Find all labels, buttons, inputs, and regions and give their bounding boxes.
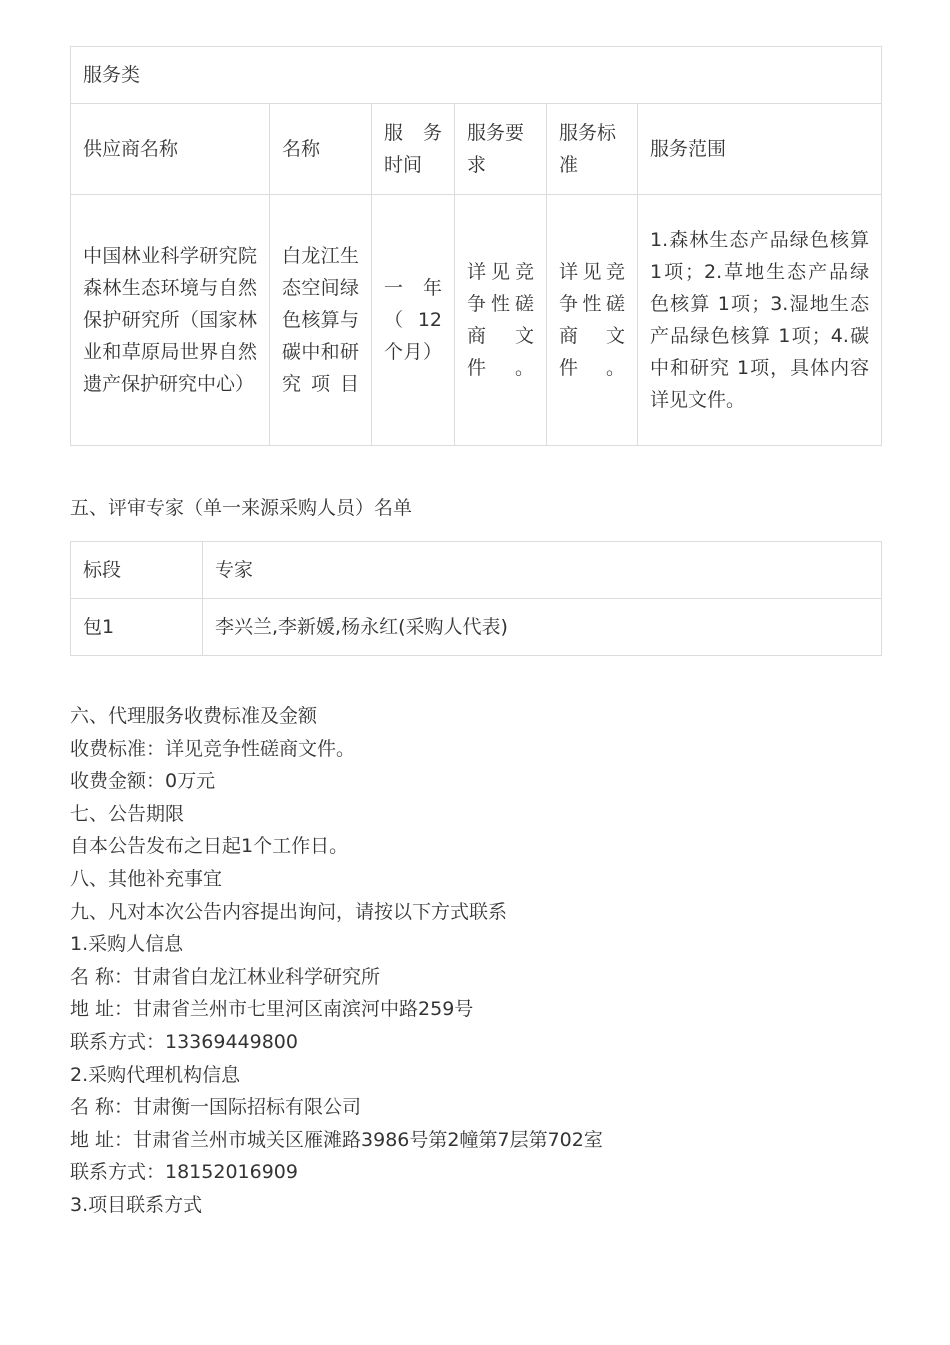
section-6-title: 六、代理服务收费标准及金额 bbox=[70, 705, 318, 727]
service-table bbox=[70, 46, 882, 446]
header-name: 名称 bbox=[270, 104, 372, 195]
cell-project-name: 白龙江生态空间绿色核算与碳中和研究项目 bbox=[270, 195, 372, 446]
agency-contact: 联系方式：18152016909 bbox=[70, 1161, 298, 1184]
purchaser-address: 地 址：甘肃省兰州市七里河区南滨河中路259号 bbox=[70, 998, 474, 1021]
header-time: 服 务 时间 bbox=[372, 104, 455, 195]
agency-info-heading: 2.采购代理机构信息 bbox=[70, 1063, 241, 1086]
section-9-title: 九、凡对本次公告内容提出询问，请按以下方式联系 bbox=[70, 900, 508, 923]
agency-address: 地 址：甘肃省兰州市城关区雁滩路3986号第2幢第7层第702室 bbox=[70, 1128, 603, 1151]
agency-name: 名 称：甘肃衡一国际招标有限公司 bbox=[70, 1096, 362, 1119]
cell-supplier: 中国林业科学研究院森林生态环境与自然保护研究所（国家林业和草原局世界自然遗产保护研究中心） bbox=[71, 195, 270, 446]
notice-body bbox=[70, 700, 881, 1222]
section-8-title: 八、其他补充事宜 bbox=[70, 867, 223, 890]
expert-table bbox=[70, 541, 882, 656]
cell-requirement: 详见竞争性磋商 文件。 bbox=[455, 195, 547, 446]
fee-amount: 收费金额：0万元 bbox=[70, 770, 216, 793]
cell-standard: 详见竞争性磋商 文件。 bbox=[547, 195, 638, 446]
cell-experts: 李兴兰,李新媛,杨永红(采购人代表) bbox=[203, 599, 882, 656]
header-standard: 服务标 准 bbox=[547, 104, 638, 195]
notice-period: 自本公告发布之日起1个工作日。 bbox=[70, 835, 349, 858]
fee-standard: 收费标准：详见竞争性磋商文件。 bbox=[70, 737, 356, 760]
purchaser-contact: 联系方式：13369449800 bbox=[70, 1030, 298, 1053]
purchaser-name: 名 称：甘肃省白龙江林业科学研究所 bbox=[70, 965, 381, 988]
header-scope: 服务范围 bbox=[638, 104, 882, 195]
document-page bbox=[70, 46, 881, 1222]
header-experts: 专家 bbox=[203, 542, 882, 599]
purchaser-info-heading: 1.采购人信息 bbox=[70, 933, 184, 956]
cell-service-time: 一 年（ 12个月） bbox=[372, 195, 455, 446]
header-lot: 标段 bbox=[71, 542, 203, 599]
section-7-title: 七、公告期限 bbox=[70, 802, 185, 825]
section-5-title: 五、评审专家（单一来源采购人员）名单 bbox=[70, 497, 413, 519]
header-supplier: 供应商名称 bbox=[71, 104, 270, 195]
cell-scope: 1.森林生态产品绿色核算 1项；2.草地生态产品绿色核算 1项；3.湿地生态产品绿色核算 1项；4.碳中和研究 1项，具体内容详见文件。 bbox=[638, 195, 882, 446]
table-caption: 服务类 bbox=[71, 47, 882, 104]
header-requirement: 服务要 求 bbox=[455, 104, 547, 195]
project-contact-heading: 3.项目联系方式 bbox=[70, 1193, 203, 1216]
cell-lot: 包1 bbox=[71, 599, 203, 656]
